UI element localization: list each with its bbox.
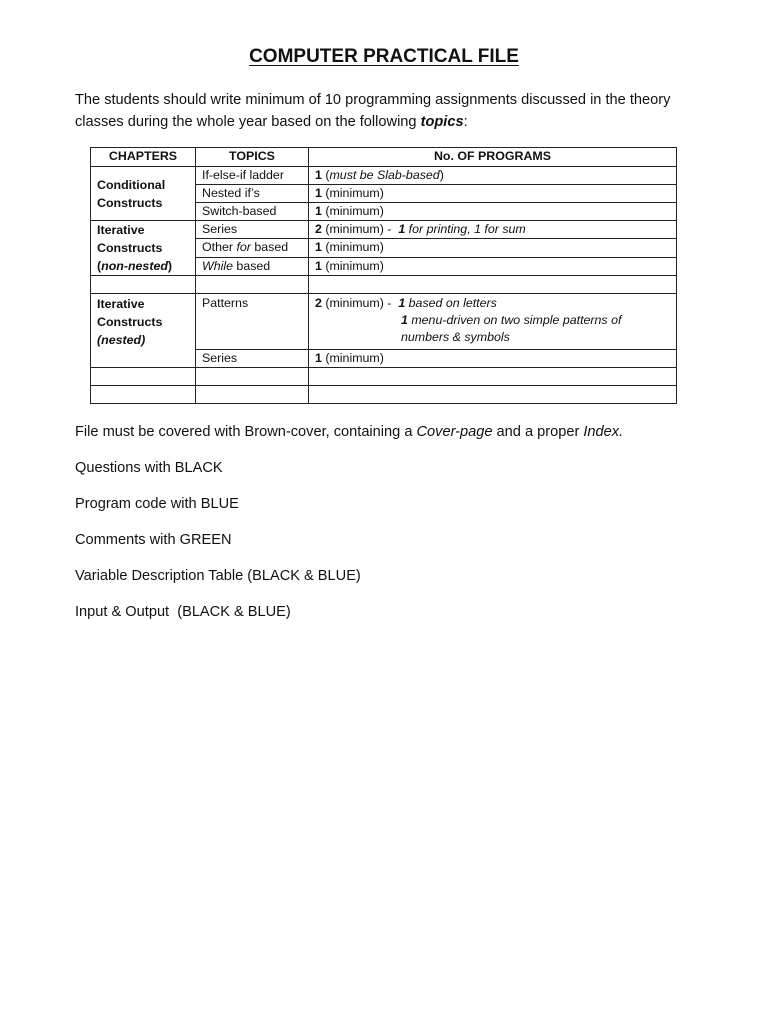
- topic-cell: If-else-if ladder: [196, 167, 309, 185]
- header-chapters: CHAPTERS: [91, 148, 196, 167]
- programs-cell: 2 (minimum) - 1 for printing, 1 for sum: [309, 221, 677, 239]
- header-programs: No. OF PROGRAMS: [309, 148, 677, 167]
- programs-cell: 1 (minimum): [309, 350, 677, 368]
- programs-cell: 1 (must be Slab-based): [309, 167, 677, 185]
- table-row-empty: [91, 276, 677, 294]
- table-row-empty: [91, 386, 677, 404]
- topic-cell: Switch-based: [196, 203, 309, 221]
- page-title: COMPUTER PRACTICAL FILE: [249, 46, 519, 67]
- table-row: [91, 294, 677, 350]
- table-row-empty: [91, 368, 677, 386]
- topic-cell: Nested if’s: [196, 185, 309, 203]
- program-code-note: Program code with BLUE: [75, 496, 239, 512]
- topic-cell: Series: [196, 221, 309, 239]
- questions-note: Questions with BLACK: [75, 460, 223, 476]
- chapter-iterative-non-nested: Iterative Constructs (non-nested): [91, 221, 196, 276]
- intro-paragraph: The students should write minimum of 10 programming assignments discussed in the theory classes during the whole year based on the following topics:: [75, 92, 671, 130]
- programs-cell: 1 (minimum): [309, 257, 677, 275]
- programs-cell: 1 (minimum): [309, 185, 677, 203]
- table-header-row: [91, 148, 677, 167]
- topic-cell: Other for based: [196, 239, 309, 257]
- header-topics: TOPICS: [196, 148, 309, 167]
- table-row: [91, 167, 677, 185]
- topic-cell: While based: [196, 257, 309, 275]
- chapter-conditional: Conditional Constructs: [91, 167, 196, 221]
- comments-note: Comments with GREEN: [75, 532, 232, 548]
- programs-cell: 2 (minimum) - 1 based on letters 1 menu-driven on two simple patterns of numbers & symbols: [309, 294, 677, 350]
- programs-cell: 1 (minimum): [309, 203, 677, 221]
- table-row: [91, 221, 677, 239]
- cover-instruction: File must be covered with Brown-cover, containing a Cover-page and a proper Index.: [75, 424, 624, 440]
- programs-table: [90, 147, 677, 404]
- variable-table-note: Variable Description Table (BLACK & BLUE): [75, 568, 361, 584]
- programs-cell: 1 (minimum): [309, 239, 677, 257]
- topic-cell: Patterns: [196, 294, 309, 350]
- input-output-note: Input & Output (BLACK & BLUE): [75, 604, 291, 620]
- chapter-iterative-nested: Iterative Constructs (nested): [91, 294, 196, 368]
- topic-cell: Series: [196, 350, 309, 368]
